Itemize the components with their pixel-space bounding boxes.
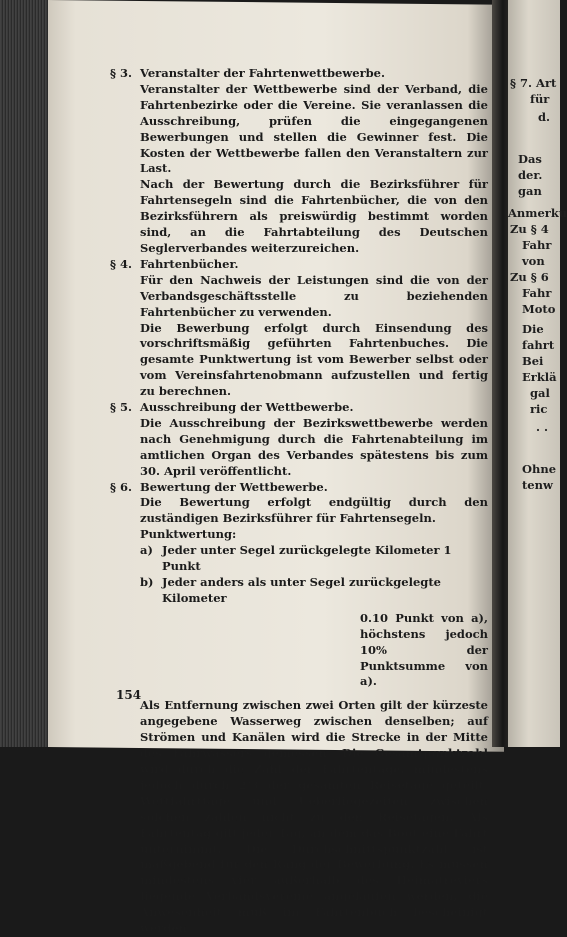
paragraph: Punktwertung:	[140, 527, 237, 542]
list-item	[140, 543, 488, 575]
rate-note: 0.10 Punkt von a), höchstens jedoch 10% der Punktsumme von a).	[360, 610, 488, 689]
paragraph: Die Ausschreibung der Bezirkswettbewerbe werden nach Genehmigung durch die Fahrtenabteilung im amtlichen Organ des Verbandes spätestens bis zum 30. April veröffentlicht.	[140, 415, 488, 478]
facing-page-fragment: Zu § 4	[510, 222, 549, 236]
facing-page-fragment: von	[522, 254, 545, 268]
facing-page-fragment: gal	[530, 386, 550, 400]
facing-page-fragment: d.	[538, 110, 551, 124]
page-text	[112, 66, 488, 937]
facing-page-fragment: für	[530, 92, 550, 106]
section-number: § 6.	[110, 479, 133, 494]
list-item-label: a)	[140, 543, 153, 558]
section-5	[112, 400, 488, 480]
paragraph: Veranstalter der Wettbewerbe sind der Verband, die Fahrtenbezirke oder die Vereine. Sie veranlassen die Ausschreibung, prüfen die eingegangenen Bewerbungen und stellen die Gewinner fest. Die Kosten der Wettbewerbe fallen den Veranstaltern zur Last.	[140, 81, 488, 176]
facing-page-fragment: Bei	[522, 354, 544, 368]
paragraph: Die Bewertung erfolgt endgültig durch den zuständigen Bezirksführer für Fahrtensegeln.	[140, 495, 488, 526]
facing-page-fragment: gan	[518, 184, 542, 198]
page-number: 154	[116, 688, 142, 702]
facing-page-fragment: Fahr	[522, 238, 552, 252]
facing-page-fragment: Die	[522, 322, 544, 336]
facing-page-fragment: fahrt	[522, 338, 555, 352]
facing-page-fragment: Anmerku	[508, 206, 567, 220]
section-number: § 3.	[110, 66, 133, 80]
section-title: Veranstalter der Fahrtenwettbewerbe.	[140, 66, 386, 80]
section-number: § 4.	[110, 256, 133, 271]
facing-page-fragment: Zu § 6	[510, 270, 549, 284]
list-item-label: b)	[140, 575, 154, 589]
section-title: Fahrtenbücher.	[140, 256, 239, 271]
facing-page-fragment: . .	[536, 420, 549, 434]
paragraph: Nach der Bewertung durch die Bezirksführer für Fahrtensegeln sind die Fahrtenbücher, die von den Bezirksführern als preiswürdig bestimmt worden sind, an die Fahrtabteilung des Deutschen Seglerverbandes weiterzureichen.	[140, 177, 488, 255]
section-4	[112, 257, 488, 400]
list-item-text: Jeder anders als unter Segel zurückgelegte Kilometer	[162, 575, 441, 605]
facing-page-fragment: Moto	[522, 302, 556, 316]
closing-paragraph: Als Entfernung zwischen zwei Orten gilt der kürzeste angegebene Wasserweg zwischen denselben; auf Strömen und Kanälen wird die Strecke in der Mitte des Fahrwassers gemessen. Die Gesamtpunktzahl wird durch die Zahl der Fahrtentage, mindestens jedoch durch 2/3 der gesamten Reisetage geteilt. Wettfahrttage und Ueberliegezeiten zwischen solchen zählen nicht zu den Reisetagen. Als Fahrtentag gilt jeder Tag, an dem das Boot eine Fahrt unternimmt. Die Durchschnittspunktzahl ist maßgebend für den Rang der Bewerbung. Es müssen mindestens vier außerhalb des Heimatreviers liegende Verbandsvereine angelaufen werden, die Anwesenheit muß im Fahrtenbuch bescheinigt werden.	[140, 698, 488, 936]
facing-page-fragment: der.	[518, 168, 543, 182]
facing-page-fragment: Ohne	[522, 462, 557, 476]
facing-page-fragment: Erklä	[522, 370, 557, 384]
section-3	[112, 66, 488, 257]
facing-page-fragment: tenw	[522, 478, 553, 492]
section-title: Bewertung der Wettbewerbe.	[140, 479, 328, 494]
section-6	[112, 480, 488, 607]
list-item-text: Jeder unter Segel zurückgelegte Kilometer 1 Punkt	[162, 543, 452, 574]
facing-page-fragment: § 7. Art	[510, 76, 557, 90]
paragraph: Für den Nachweis der Leistungen sind die von der Verbandsgeschäftsstelle zu beziehenden Fahrtenbücher zu verwenden.	[140, 272, 488, 319]
section-number: § 5.	[110, 400, 133, 415]
book-page-edges	[0, 0, 52, 747]
paragraph: Die Bewerbung erfolgt durch Einsendung des vorschriftsmäßig geführten Fahrtenbuches. Die gesamte Punktwertung ist vom Bewerber selbst oder vom Vereinsfahrtenobmann aufzustellen und fertig zu berechnen.	[140, 320, 488, 399]
list-item	[140, 575, 488, 607]
section-title: Ausschreibung der Wettbewerbe.	[140, 400, 354, 415]
facing-page-fragment: Fahr	[522, 286, 552, 300]
book-page-right	[508, 0, 567, 747]
facing-page-fragment: ric	[530, 402, 548, 416]
facing-page-fragment: Das	[518, 152, 542, 166]
